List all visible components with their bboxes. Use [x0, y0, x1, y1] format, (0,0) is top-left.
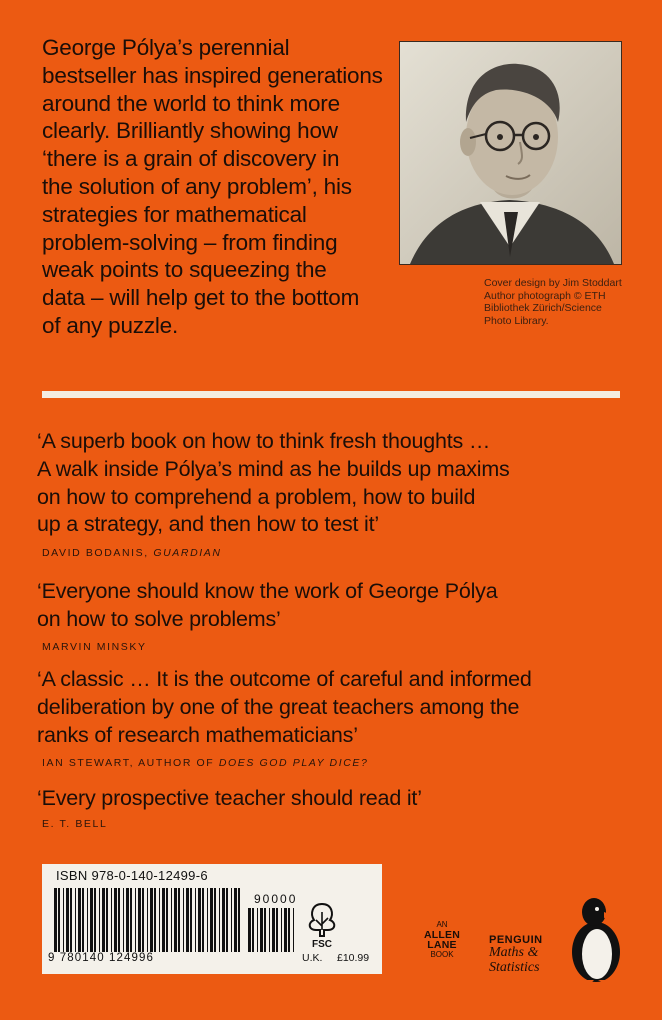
barcode-bar [214, 888, 216, 952]
barcode-bar [226, 888, 228, 952]
barcode-bar [260, 908, 263, 952]
barcode-bar [210, 888, 213, 952]
quote-2-attribution [42, 641, 147, 653]
fsc-label: FSC [312, 939, 332, 950]
barcode-bar [58, 888, 60, 952]
barcode-bar [63, 888, 64, 952]
quote-4-attribution [42, 818, 107, 830]
barcode-panel [42, 864, 382, 974]
barcode-bar [281, 908, 282, 952]
publisher-name: PENGUIN [489, 934, 543, 946]
quote-1: ‘A superb book on how to think fresh thoughts … A walk inside Pólya’s mind as he builds up maxims on how to comprehend a problem, how to build up a strategy, and then how to test it’ [37, 429, 510, 537]
barcode-bar [284, 908, 287, 952]
allen-lane-allen: ALLEN [424, 929, 460, 941]
quote-1-source: GUARDIAN [153, 547, 222, 559]
barcode-bar [234, 888, 237, 952]
back-cover-blurb: George Pólya’s perennial bestseller has inspired generations around the world to think more clearly. Brilliantly showing how ‘there is a grain of discovery in the solution of any problem’, his strategies for mathematical problem-solving – from finding weak points to squeezing the data – will help get to the bottom of any puzzle. [42, 35, 383, 338]
barcode-digits: 9 780140 124996 [48, 952, 155, 964]
addon-code: 90000 [254, 892, 298, 906]
author-photograph [399, 41, 622, 265]
barcode-bar [166, 888, 168, 952]
barcode-bar [183, 888, 184, 952]
quote-4-author: E. T. BELL [42, 818, 108, 830]
barcode-bar [269, 908, 270, 952]
barcode-bar [238, 888, 240, 952]
barcode-bar [288, 908, 290, 952]
series-name: Maths & Statistics [489, 945, 540, 975]
allen-lane-an: AN [436, 920, 448, 929]
barcode-bar [272, 908, 275, 952]
quote-3-attribution [42, 757, 368, 769]
barcode-icon [54, 888, 244, 952]
barcode-bar [87, 888, 88, 952]
barcode-bar [142, 888, 144, 952]
barcode-bar [174, 888, 177, 952]
barcode-bar [126, 888, 129, 952]
barcode-bar [94, 888, 96, 952]
barcode-bar [70, 888, 72, 952]
barcode-bar [66, 888, 69, 952]
barcode-bar [154, 888, 156, 952]
barcode-bar [186, 888, 189, 952]
allen-lane-lane: LANE [427, 939, 457, 951]
barcode-bar [248, 908, 251, 952]
addon-barcode-icon [248, 908, 296, 952]
barcode-bar [102, 888, 105, 952]
isbn-text: ISBN 978-0-140-12499-6 [56, 868, 208, 883]
quote-3-source: DOES GOD PLAY DICE? [218, 757, 369, 769]
barcode-bar [222, 888, 225, 952]
barcode-bar [106, 888, 108, 952]
barcode-bar [231, 888, 232, 952]
barcode-bar [276, 908, 278, 952]
barcode-bar [178, 888, 180, 952]
barcode-bar [123, 888, 124, 952]
barcode-bar [202, 888, 204, 952]
barcode-bar [118, 888, 120, 952]
quote-2-author: MARVIN MINSKY [42, 641, 147, 653]
price: £10.99 [337, 952, 370, 964]
divider-rule [42, 391, 620, 398]
allen-lane-logo [418, 920, 466, 960]
barcode-bar [150, 888, 153, 952]
barcode-bar [171, 888, 172, 952]
barcode-bar [138, 888, 141, 952]
quote-1-author: DAVID BODANIS, [42, 547, 154, 559]
barcode-bar [147, 888, 148, 952]
barcode-bar [135, 888, 136, 952]
barcode-bar [252, 908, 254, 952]
barcode-bar [78, 888, 81, 952]
barcode-bar [198, 888, 201, 952]
barcode-bar [99, 888, 100, 952]
cover-credits: Cover design by Jim Stoddart Author photograph © ETH Bibliothek Zürich/Science Photo Library. [484, 277, 622, 327]
author-portrait-image [400, 42, 621, 264]
country-code: U.K. [302, 952, 323, 964]
quote-3: ‘A classic … It is the outcome of careful and informed deliberation by one of the great teachers among the ranks of research mathematicians’ [37, 667, 532, 747]
quote-2: ‘Everyone should know the work of George Pólya on how to solve problems’ [37, 579, 498, 631]
barcode-bar [159, 888, 160, 952]
quote-4: ‘Every prospective teacher should read it’ [37, 786, 422, 810]
penguin-logo-icon [568, 894, 624, 986]
barcode-bar [82, 888, 84, 952]
barcode-bar [130, 888, 132, 952]
allen-lane-book: BOOK [430, 950, 454, 959]
quote-3-author: IAN STEWART, AUTHOR OF [42, 757, 219, 769]
barcode-bar [75, 888, 76, 952]
quote-1-attribution [42, 547, 222, 559]
barcode-bar [90, 888, 93, 952]
barcode-bar [264, 908, 266, 952]
fsc-logo-icon [302, 900, 342, 950]
barcode-bar [195, 888, 196, 952]
barcode-bar [162, 888, 165, 952]
barcode-bar [114, 888, 117, 952]
barcode-bar [207, 888, 208, 952]
barcode-bar [54, 888, 57, 952]
barcode-bar [111, 888, 112, 952]
barcode-bar [219, 888, 220, 952]
barcode-bar [293, 908, 294, 952]
barcode-bar [190, 888, 192, 952]
barcode-bar [257, 908, 258, 952]
